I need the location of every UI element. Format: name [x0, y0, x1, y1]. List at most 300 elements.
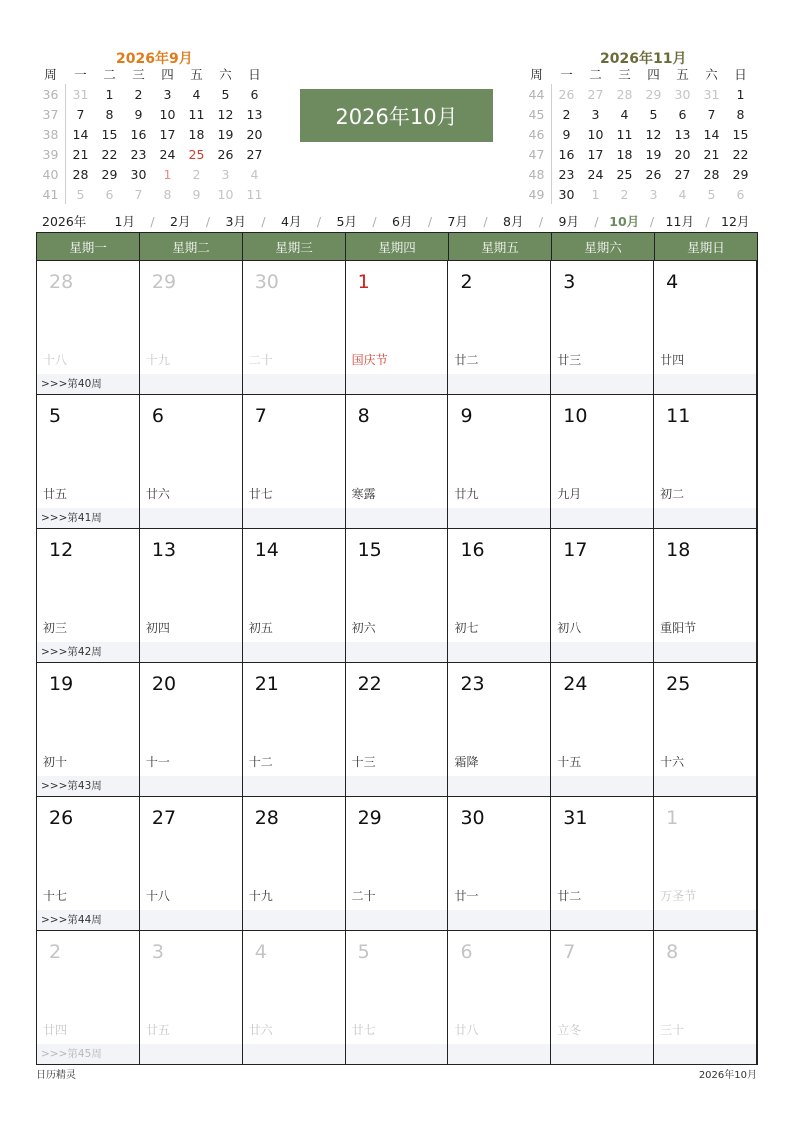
mini-day[interactable]: 23: [130, 146, 147, 162]
lunar-label: 三十: [660, 1023, 685, 1037]
lunar-label: 十九: [145, 353, 170, 367]
week-band: [448, 508, 550, 528]
lunar-label: 廿九: [454, 487, 479, 501]
mini-day[interactable]: 28: [72, 166, 89, 182]
mini-weekday-header: 日: [248, 67, 261, 82]
week-band: [551, 374, 653, 394]
weekday-label: 星期四: [346, 233, 449, 260]
day-number: 7: [254, 405, 267, 427]
month-grid: [36, 232, 758, 1065]
week-row: [37, 662, 757, 796]
mini-weekday-header: 三: [618, 67, 631, 82]
day-cell[interactable]: [346, 797, 449, 930]
mini-weekday-header: 四: [647, 67, 660, 82]
mini-calendar-title: 2026年11月: [600, 51, 687, 67]
day-number: 26: [49, 807, 74, 829]
month-navigation: [36, 211, 758, 231]
mini-day[interactable]: 29: [645, 86, 662, 102]
lunar-label: 廿三: [557, 353, 582, 367]
mini-day[interactable]: 25: [188, 146, 205, 162]
week-band: [243, 374, 345, 394]
day-number: 20: [151, 673, 177, 695]
day-cell[interactable]: [346, 395, 449, 528]
mini-day[interactable]: 28: [616, 86, 633, 102]
mini-day[interactable]: 18: [616, 146, 633, 162]
mini-day[interactable]: 11: [188, 106, 205, 122]
mini-day[interactable]: 1: [591, 186, 600, 202]
mini-week-row: [522, 164, 755, 184]
mini-day[interactable]: 6: [250, 86, 259, 102]
day-cell[interactable]: [654, 529, 757, 662]
day-cell[interactable]: [243, 931, 346, 1064]
day-number: 6: [460, 941, 473, 963]
day-cell[interactable]: [654, 261, 757, 394]
mini-week-row: [522, 84, 755, 104]
lunar-label: 十三: [351, 755, 376, 769]
mini-week-number: 36: [36, 84, 66, 104]
lunar-label: 廿四: [43, 1023, 68, 1037]
day-cell[interactable]: [448, 663, 551, 796]
mini-day[interactable]: 6: [736, 186, 745, 202]
day-cell[interactable]: [551, 931, 654, 1064]
mini-day[interactable]: 7: [134, 186, 143, 202]
week-band: [654, 776, 756, 796]
mini-day[interactable]: 2: [134, 86, 143, 102]
mini-day[interactable]: 10: [587, 126, 604, 142]
week-band: [448, 1044, 550, 1064]
mini-weekday-header: 三: [132, 67, 145, 82]
mini-day[interactable]: 23: [558, 166, 575, 182]
mini-week-number: 45: [522, 104, 552, 124]
lunar-label: 初二: [660, 487, 685, 501]
day-cell[interactable]: [448, 797, 551, 930]
day-cell[interactable]: [346, 663, 449, 796]
page-title: 2026年10月: [300, 89, 493, 142]
mini-day[interactable]: 2: [192, 166, 201, 182]
day-cell[interactable]: [346, 529, 449, 662]
day-cell[interactable]: [346, 261, 449, 394]
month-separator: /: [538, 213, 544, 229]
day-number: 4: [254, 941, 267, 963]
week-band: [346, 1044, 448, 1064]
mini-week-number: 48: [522, 164, 552, 184]
day-cell[interactable]: [346, 931, 449, 1064]
week-number-label: >>>第43周: [41, 780, 102, 792]
mini-day[interactable]: 6: [105, 186, 114, 202]
day-number: 25: [666, 673, 691, 695]
mini-day[interactable]: 14: [72, 126, 89, 142]
month-separator: /: [261, 213, 266, 229]
lunar-label: 霜降: [454, 755, 479, 769]
week-number-label: >>>第40周: [41, 378, 102, 390]
lunar-label: 二十: [351, 889, 376, 903]
mini-day[interactable]: 2: [620, 186, 629, 202]
mini-day[interactable]: 11: [616, 126, 633, 142]
mini-week-number: 41: [36, 184, 66, 204]
day-cell[interactable]: [448, 931, 551, 1064]
day-number: 1: [666, 807, 679, 829]
week-band: [551, 910, 653, 930]
mini-day[interactable]: 5: [707, 186, 716, 202]
mini-day[interactable]: 26: [217, 146, 234, 162]
mini-day[interactable]: 1: [105, 86, 114, 102]
mini-week-row: [522, 184, 755, 204]
day-cell[interactable]: [140, 663, 243, 796]
lunar-label: 二十: [248, 353, 273, 367]
mini-weekday-header: 五: [190, 67, 203, 82]
day-cell[interactable]: [654, 797, 757, 930]
day-number: 10: [563, 405, 588, 427]
mini-week-row: [36, 104, 269, 124]
lunar-label: 初八: [557, 621, 582, 635]
day-cell[interactable]: [140, 931, 243, 1064]
lunar-label: 十八: [43, 353, 68, 367]
day-cell[interactable]: [140, 261, 243, 394]
mini-week-row: [36, 144, 269, 164]
mini-day[interactable]: 4: [678, 186, 687, 202]
week-band: [346, 642, 448, 662]
mini-day[interactable]: 9: [562, 126, 571, 142]
mini-day[interactable]: 16: [130, 126, 147, 142]
day-cell[interactable]: [37, 797, 140, 930]
day-number: 8: [666, 941, 679, 963]
day-number: 6: [151, 405, 164, 427]
day-number: 27: [151, 807, 177, 829]
footer-month: 2026年10月: [698, 1070, 757, 1081]
day-number: 31: [563, 807, 588, 829]
mini-day[interactable]: 19: [217, 126, 234, 142]
month-link[interactable]: 1月: [114, 214, 135, 229]
day-cell[interactable]: [654, 931, 757, 1064]
mini-weekday-header: 五: [676, 67, 689, 82]
lunar-label: 廿七: [248, 487, 273, 501]
month-separator: /: [205, 213, 211, 229]
week-row: [37, 528, 757, 662]
week-band: [243, 910, 345, 930]
month-nav-year: 2026年: [42, 214, 87, 229]
day-number: 11: [666, 405, 691, 427]
week-band: [551, 642, 653, 662]
lunar-label: 初四: [145, 621, 170, 635]
lunar-label: 廿一: [454, 889, 479, 903]
week-row: [37, 930, 757, 1064]
mini-day[interactable]: 29: [101, 166, 118, 182]
lunar-label: 廿五: [43, 487, 68, 501]
month-link[interactable]: 12月: [721, 214, 750, 229]
mini-day[interactable]: 2: [562, 106, 571, 122]
mini-day[interactable]: 27: [246, 146, 263, 162]
lunar-label: 重阳节: [660, 621, 697, 635]
weekday-label: 星期二: [140, 233, 243, 260]
day-cell[interactable]: [37, 931, 140, 1064]
mini-day[interactable]: 12: [645, 126, 662, 142]
day-number: 8: [357, 405, 370, 427]
mini-week-number: 47: [522, 144, 552, 164]
day-cell[interactable]: [37, 261, 140, 394]
mini-day[interactable]: 26: [558, 86, 575, 102]
month-separator: /: [316, 213, 322, 229]
week-band: [346, 508, 448, 528]
day-number: 12: [49, 539, 74, 561]
week-band: [346, 910, 448, 930]
lunar-label: 十八: [145, 889, 170, 903]
mini-day[interactable]: 25: [616, 166, 633, 182]
day-number: 17: [563, 539, 588, 561]
week-row: [37, 260, 757, 394]
mini-day[interactable]: 29: [732, 166, 749, 182]
mini-week-row: [36, 164, 269, 184]
day-number: 24: [563, 673, 588, 695]
month-link[interactable]: 10月: [609, 214, 640, 229]
mini-calendar-table: [36, 64, 269, 204]
weekday-label: 星期一: [37, 233, 140, 260]
mini-day[interactable]: 12: [217, 106, 234, 122]
mini-day[interactable]: 3: [221, 166, 230, 182]
mini-weekday-header: 日: [734, 67, 747, 82]
mini-weekday-header: 二: [589, 67, 602, 82]
week-band: [243, 642, 345, 662]
month-separator: /: [594, 213, 599, 229]
mini-day[interactable]: 4: [250, 166, 259, 182]
mini-calendar-september: [36, 44, 269, 204]
mini-day[interactable]: 8: [105, 106, 114, 122]
lunar-label: 廿六: [145, 487, 170, 501]
day-cell[interactable]: [243, 395, 346, 528]
mini-day[interactable]: 3: [649, 186, 658, 202]
month-separator: /: [483, 213, 488, 229]
mini-day[interactable]: 1: [736, 86, 745, 102]
mini-week-row: [522, 104, 755, 124]
lunar-label: 初五: [248, 621, 273, 635]
month-separator: /: [649, 213, 655, 229]
mini-week-row: [36, 124, 269, 144]
mini-day[interactable]: 14: [703, 126, 720, 142]
mini-day[interactable]: 19: [645, 146, 662, 162]
lunar-label: 十一: [145, 755, 170, 769]
day-number: 14: [254, 539, 279, 561]
week-band: [551, 776, 653, 796]
lunar-label: 万圣节: [660, 889, 697, 903]
mini-day[interactable]: 27: [587, 86, 604, 102]
week-band: [243, 1044, 345, 1064]
week-number-label: >>>第42周: [41, 646, 102, 658]
day-cell[interactable]: [243, 261, 346, 394]
mini-day[interactable]: 21: [703, 146, 720, 162]
mini-day[interactable]: 7: [76, 106, 85, 122]
day-cell[interactable]: [140, 395, 243, 528]
day-number: 3: [563, 271, 576, 293]
lunar-label: 廿八: [454, 1023, 479, 1037]
month-link[interactable]: 11月: [665, 214, 694, 229]
day-cell[interactable]: [243, 529, 346, 662]
month-link[interactable]: 2月: [170, 214, 191, 229]
mini-day[interactable]: 20: [674, 146, 691, 162]
mini-day[interactable]: 5: [76, 186, 85, 202]
day-number: 3: [151, 941, 164, 963]
mini-day[interactable]: 1: [163, 166, 172, 182]
mini-day[interactable]: 20: [246, 126, 263, 142]
day-number: 19: [49, 673, 74, 695]
day-cell[interactable]: [448, 261, 551, 394]
mini-day[interactable]: 4: [192, 86, 201, 102]
lunar-label: 国庆节: [351, 353, 388, 367]
day-number: 13: [151, 539, 177, 561]
day-number: 7: [563, 941, 576, 963]
mini-day[interactable]: 21: [72, 146, 89, 162]
mini-day[interactable]: 15: [732, 126, 749, 142]
mini-day[interactable]: 6: [678, 106, 687, 122]
mini-day[interactable]: 10: [159, 106, 176, 122]
mini-day[interactable]: 30: [130, 166, 147, 182]
mini-day[interactable]: 8: [736, 106, 745, 122]
lunar-label: 廿二: [557, 889, 582, 903]
month-link[interactable]: 4月: [281, 214, 302, 229]
week-band: [140, 910, 242, 930]
lunar-label: 十五: [557, 755, 582, 769]
week-band: [140, 374, 242, 394]
day-number: 18: [666, 539, 691, 561]
mini-day[interactable]: 22: [732, 146, 749, 162]
mini-week-row: [522, 144, 755, 164]
week-row: [37, 796, 757, 930]
mini-day[interactable]: 31: [72, 86, 89, 102]
day-number: 29: [357, 807, 382, 829]
day-cell[interactable]: [243, 663, 346, 796]
mini-day[interactable]: 24: [587, 166, 604, 182]
day-cell[interactable]: [551, 395, 654, 528]
day-cell[interactable]: [37, 663, 140, 796]
day-cell[interactable]: [140, 529, 243, 662]
mini-calendar-november: [522, 44, 755, 204]
mini-day[interactable]: 28: [703, 166, 720, 182]
day-cell[interactable]: [551, 529, 654, 662]
day-number: 23: [460, 673, 485, 695]
day-number: 22: [357, 673, 382, 695]
week-band: [346, 776, 448, 796]
mini-day[interactable]: 13: [674, 126, 691, 142]
lunar-label: 初三: [43, 621, 68, 635]
mini-week-row: [522, 124, 755, 144]
day-cell[interactable]: [551, 261, 654, 394]
lunar-label: 廿二: [454, 353, 479, 367]
mini-day[interactable]: 17: [587, 146, 604, 162]
mini-day[interactable]: 4: [620, 106, 629, 122]
lunar-label: 廿五: [145, 1023, 170, 1037]
day-cell[interactable]: [448, 529, 551, 662]
mini-day[interactable]: 3: [163, 86, 172, 102]
day-cell[interactable]: [551, 663, 654, 796]
day-cell[interactable]: [37, 529, 140, 662]
day-number: 4: [666, 271, 679, 293]
mini-day[interactable]: 3: [591, 106, 600, 122]
day-number: 2: [49, 941, 62, 963]
week-band: [654, 508, 756, 528]
mini-day[interactable]: 13: [246, 106, 263, 122]
day-cell[interactable]: [654, 663, 757, 796]
day-number: 5: [49, 405, 62, 427]
mini-day[interactable]: 7: [707, 106, 716, 122]
month-link[interactable]: 3月: [225, 214, 246, 229]
mini-week-row: [36, 84, 269, 104]
weekday-label: 星期五: [449, 233, 552, 260]
mini-day[interactable]: 9: [192, 186, 201, 202]
mini-weekday-header: 一: [560, 67, 573, 82]
weekday-label: 星期六: [552, 233, 655, 260]
mini-week-number: 44: [522, 84, 552, 104]
week-band: [448, 910, 550, 930]
mini-day[interactable]: 30: [558, 186, 575, 202]
mini-weekday-header: 四: [161, 67, 174, 82]
weekday-header: [37, 233, 757, 260]
week-band: [243, 776, 345, 796]
day-number: 9: [460, 405, 473, 427]
mini-day[interactable]: 26: [645, 166, 662, 182]
mini-day[interactable]: 27: [674, 166, 691, 182]
mini-day[interactable]: 16: [558, 146, 575, 162]
month-link[interactable]: 6月: [392, 214, 413, 229]
day-number: 28: [49, 271, 74, 293]
day-cell[interactable]: [140, 797, 243, 930]
week-band: [448, 776, 550, 796]
mini-day[interactable]: 31: [703, 86, 720, 102]
week-band: [140, 1044, 242, 1064]
week-band: [140, 642, 242, 662]
mini-day[interactable]: 17: [159, 126, 176, 142]
week-row: [37, 394, 757, 528]
month-link[interactable]: 7月: [447, 214, 468, 229]
mini-day[interactable]: 18: [188, 126, 205, 142]
lunar-label: 初六: [351, 621, 376, 635]
mini-weekday-header: 六: [219, 67, 232, 82]
month-separator: /: [150, 213, 155, 229]
mini-week-number: 38: [36, 124, 66, 144]
mini-day[interactable]: 5: [649, 106, 658, 122]
mini-day[interactable]: 24: [159, 146, 176, 162]
day-cell[interactable]: [243, 797, 346, 930]
mini-day[interactable]: 15: [101, 126, 118, 142]
week-band: [551, 1044, 653, 1064]
day-cell[interactable]: [551, 797, 654, 930]
month-link[interactable]: 9月: [558, 214, 579, 229]
weekday-label: 星期日: [687, 239, 725, 255]
mini-day[interactable]: 22: [101, 146, 118, 162]
lunar-label: 十二: [248, 755, 273, 769]
mini-day[interactable]: 30: [674, 86, 691, 102]
mini-day[interactable]: 11: [246, 186, 263, 202]
mini-weekday-header: 六: [705, 67, 718, 82]
day-number: 2: [460, 271, 473, 293]
month-link[interactable]: 8月: [503, 214, 524, 229]
week-band: [448, 642, 550, 662]
mini-day[interactable]: 8: [163, 186, 172, 202]
day-cell[interactable]: [448, 395, 551, 528]
mini-day[interactable]: 5: [221, 86, 230, 102]
day-cell[interactable]: [654, 395, 757, 528]
week-band: [654, 910, 756, 930]
week-band: [346, 374, 448, 394]
day-cell[interactable]: [37, 395, 140, 528]
mini-weekday-header: 一: [74, 67, 87, 82]
day-number: 28: [254, 807, 279, 829]
mini-calendar-title: 2026年9月: [116, 51, 193, 67]
mini-weekday-header: 二: [103, 67, 116, 82]
mini-day[interactable]: 9: [134, 106, 143, 122]
lunar-label: 初十: [43, 755, 68, 769]
month-separator: /: [705, 213, 710, 229]
mini-day[interactable]: 10: [217, 186, 234, 202]
mini-week-number: 40: [36, 164, 66, 184]
month-link[interactable]: 5月: [336, 214, 357, 229]
